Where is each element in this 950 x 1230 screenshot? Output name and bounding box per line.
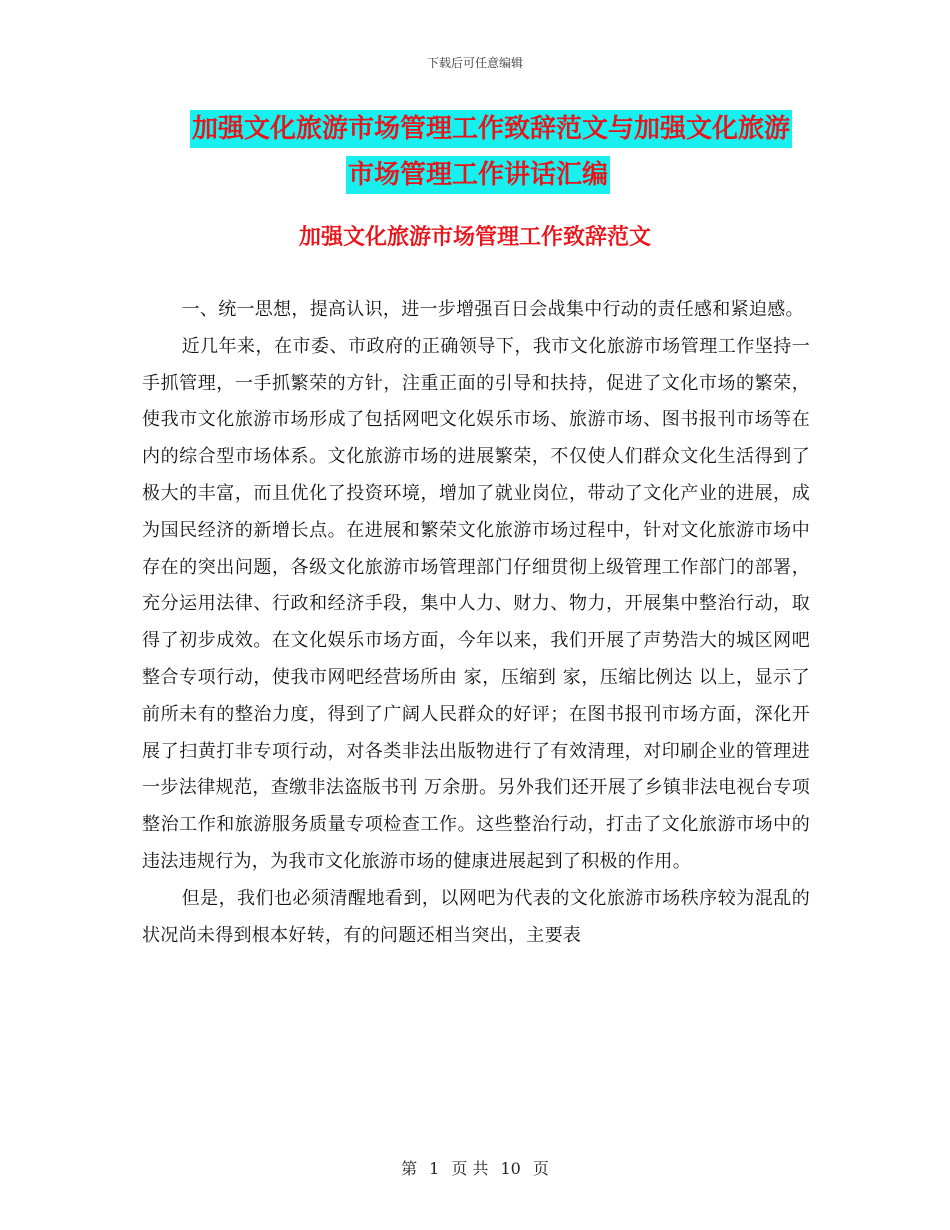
footer-prefix: 第 <box>401 1159 418 1178</box>
title-line-1: 加强文化旅游市场管理工作致辞范文与加强文化旅游 <box>190 110 792 148</box>
paragraph-3: 但是，我们也必须清醒地看到，以网吧为代表的文化旅游市场秩序较为混乱的状况尚未得到根本好转，有的问题还相当突出，主要表 <box>142 887 810 946</box>
page-footer <box>0 1156 950 1179</box>
paragraph-1: 一、统一思想，提高认识，进一步增强百日会战集中行动的责任感和紧迫感。 <box>181 299 804 320</box>
footer-middle: 页 共 <box>451 1159 489 1178</box>
footer-page-number: 1 <box>429 1159 440 1178</box>
body-text <box>142 292 810 954</box>
paragraph-2: 近几年来，在市委、市政府的正确领导下，我市文化旅游市场管理工作坚持一手抓管理，一手抓繁荣的方针，注重正面的引导和扶持，促进了文化市场的繁荣，使我市文化旅游市场形成了包括网吧文化娱乐市场、旅游市场、图书报刊市场等在内的综合型市场体系。文化旅游市场的进展繁荣，不仅使人们群众文化生活得到了极大的丰富，而且优化了投资环境，增加了就业岗位，带动了文化产业的进展，成为国民经济的新增长点。在进展和繁荣文化旅游市场过程中，针对文化旅游市场中存在的突出问题，各级文化旅游市场管理部门仔细贯彻上级管理工作部门的部署，充分运用法律、行政和经济手段，集中人力、财力、物力，开展集中整治行动，取得了初步成效。在文化娱乐市场方面，今年以来，我们开展了声势浩大的城区网吧整合专项行动，使我市网吧经营场所由 家，压缩到 家，压缩比例达 以上，显示了前所未有的整治力度，得到了广阔人民群众的好评；在图书报刊市场方面，深化开展了扫黄打非专项行动，对各类非法出版物进行了有效清理，对印刷企业的管理进一步法律规范，查缴非法盗版书刊 万余册。另外我们还开展了乡镇非法电视台专项整治工作和旅游服务质量专项检查工作。这些整治行动，打击了文化旅游市场中的违法违规行为，为我市文化旅游市场的健康进展起到了积极的作用。 <box>142 335 810 872</box>
footer-suffix: 页 <box>532 1159 549 1178</box>
header-note: 下载后可任意编辑 <box>426 56 523 70</box>
title-line-2: 市场管理工作讲话汇编 <box>346 156 610 194</box>
section-subtitle: 加强文化旅游市场管理工作致辞范文 <box>298 225 651 250</box>
footer-total-pages: 10 <box>500 1159 521 1178</box>
